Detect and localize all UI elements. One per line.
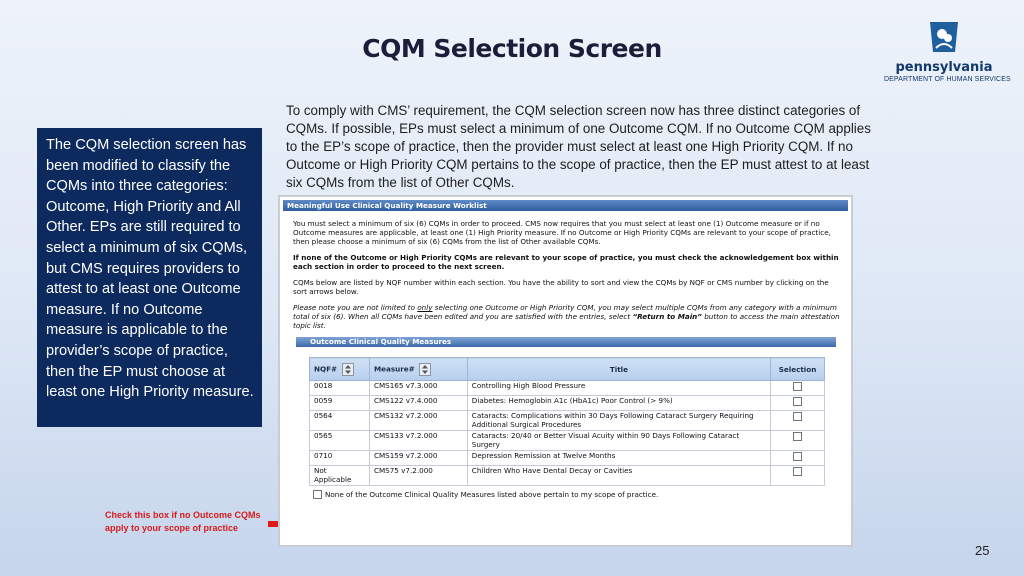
- selection-cell: [771, 411, 825, 431]
- measure-cell: CMS165 v7.3.000: [369, 381, 467, 396]
- checkbox-callout-note: Check this box if no Outcome CQMs apply to your scope of practice: [105, 510, 261, 533]
- selection-checkbox[interactable]: [793, 382, 802, 391]
- slide-title: CQM Selection Screen: [362, 34, 662, 63]
- para4-only: only: [417, 303, 433, 312]
- cqm-worklist-screenshot: [278, 195, 853, 547]
- nqf-cell: 0710: [310, 451, 370, 466]
- measure-column-header[interactable]: [369, 358, 467, 381]
- instruction-para-1: You must select a minimum of six (6) CQMs in order to proceed. CMS now requires that you must select at least one (1) Outcome measure or if no Outcome measures are applicable, at least one (1) High Priority measure. If no Outcome or High Priority CQMs are relevant to your scope of practice, then please choose a minimum of six (6) CQMs from the list of Other available CQMs.: [293, 219, 831, 246]
- selection-cell: [771, 431, 825, 451]
- para4-a: Please note you are not limited to: [293, 303, 418, 312]
- selection-column-header: Selection: [771, 358, 825, 381]
- table-row: [310, 451, 825, 466]
- keystone-icon: [927, 20, 961, 54]
- nqf-column-header[interactable]: [310, 358, 370, 381]
- selection-checkbox[interactable]: [793, 397, 802, 406]
- title-cell: Children Who Have Dental Decay or Cavities: [467, 466, 770, 486]
- selection-cell: [771, 466, 825, 486]
- none-acknowledgement-row: [313, 490, 851, 499]
- instruction-para-2: [293, 253, 841, 271]
- nqf-cell: 0564: [310, 411, 370, 431]
- instruction-para-3: CQMs below are listed by NQF number within each section. You have the ability to sort and view the CQMs by NQF or CMS number by clicking on the sort arrows below.: [293, 278, 829, 296]
- worklist-instructions: [280, 211, 851, 330]
- selection-checkbox[interactable]: [793, 452, 802, 461]
- para4-return: “Return to Main”: [632, 312, 702, 321]
- table-row: [310, 411, 825, 431]
- title-cell: Cataracts: 20/40 or Better Visual Acuity within 90 Days Following Cataract Surgery: [467, 431, 770, 451]
- title-cell: Cataracts: Complications within 30 Days Following Cataract Surgery Requiring Additional Surgical Procedures: [467, 411, 770, 431]
- logo-department: DEPARTMENT OF HUMAN SERVICES: [884, 76, 1011, 83]
- selection-cell: [771, 381, 825, 396]
- instruction-para-2-text: If none of the Outcome or High Priority CQMs are relevant to your scope of practice, you must check the acknowledgement box within each section in order to proceed to the next screen.: [293, 253, 839, 271]
- nqf-cell: 0059: [310, 396, 370, 411]
- outcome-section-header: Outcome Clinical Quality Measures: [296, 337, 836, 347]
- selection-checkbox[interactable]: [793, 412, 802, 421]
- title-cell: Diabetes: Hemoglobin A1c (HbA1c) Poor Control (> 9%): [467, 396, 770, 411]
- nqf-cell: 0565: [310, 431, 370, 451]
- selection-checkbox[interactable]: [793, 467, 802, 476]
- measure-header-label: Measure#: [373, 364, 415, 373]
- selection-cell: [771, 451, 825, 466]
- measure-cell: CMS75 v7.2.000: [369, 466, 467, 486]
- page-number: 25: [975, 543, 990, 558]
- sort-arrows-icon[interactable]: [419, 363, 431, 376]
- title-cell: Controlling High Blood Pressure: [467, 381, 770, 396]
- nqf-cell: Not Applicable: [310, 466, 370, 486]
- none-acknowledgement-label: None of the Outcome Clinical Quality Measures listed above pertain to my scope of practice.: [325, 490, 659, 499]
- measure-cell: CMS133 v7.2.000: [369, 431, 467, 451]
- selection-cell: [771, 396, 825, 411]
- logo-wordmark: pennsylvania: [895, 60, 993, 75]
- intro-paragraph: To comply with CMS’ requirement, the CQM selection screen now has three distinct categories of CQMs. If possible, EPs must select a minimum of one Outcome CQM. If no Outcome CQM applies to the EP’s scope of practice, then the provider must select at least one High Priority CQM. If no Outcome or High Priority CQM pertains to the scope of practice, then the EP must attest to at least six CQMs from the list of Other CQMs.: [286, 103, 871, 190]
- measure-cell: CMS132 v7.2.000: [369, 411, 467, 431]
- selection-checkbox[interactable]: [793, 432, 802, 441]
- measure-cell: CMS159 v7.2.000: [369, 451, 467, 466]
- worklist-header: Meaningful Use Clinical Quality Measure Worklist: [283, 200, 848, 211]
- pennsylvania-logo: [884, 20, 1011, 83]
- instruction-para-4: [293, 303, 841, 330]
- title-column-header: Title: [467, 358, 770, 381]
- measure-cell: CMS122 v7.4.000: [369, 396, 467, 411]
- none-acknowledgement-checkbox[interactable]: [313, 490, 322, 499]
- sort-arrows-icon[interactable]: [342, 363, 354, 376]
- nqf-cell: 0018: [310, 381, 370, 396]
- table-row: [310, 431, 825, 451]
- table-row: [310, 396, 825, 411]
- nqf-header-label: NQF#: [314, 364, 338, 373]
- para4-c: button to access the main attestation topic list.: [293, 312, 840, 330]
- summary-callout-box: The CQM selection screen has been modified to classify the CQMs into three categories: Outcome, High Priority and All Other. EPs are still required to select a minimum of six CQMs, but CMS requires providers to attest to at least one Outcome measure. If no Outcome measure is applicable to the provider’s scope of practice, then the EP must choose at least one High Priority measure.: [37, 128, 262, 427]
- title-cell: Depression Remission at Twelve Months: [467, 451, 770, 466]
- table-row: [310, 466, 825, 486]
- para4-b: selecting one Outcome or High Priority CQM, you may select multiple CQMs from any category with a minimum total of six (6). When all CQMs have been edited and you are satisfied with the entries, select: [293, 303, 837, 321]
- table-row: [310, 381, 825, 396]
- outcome-measures-table: [309, 357, 825, 486]
